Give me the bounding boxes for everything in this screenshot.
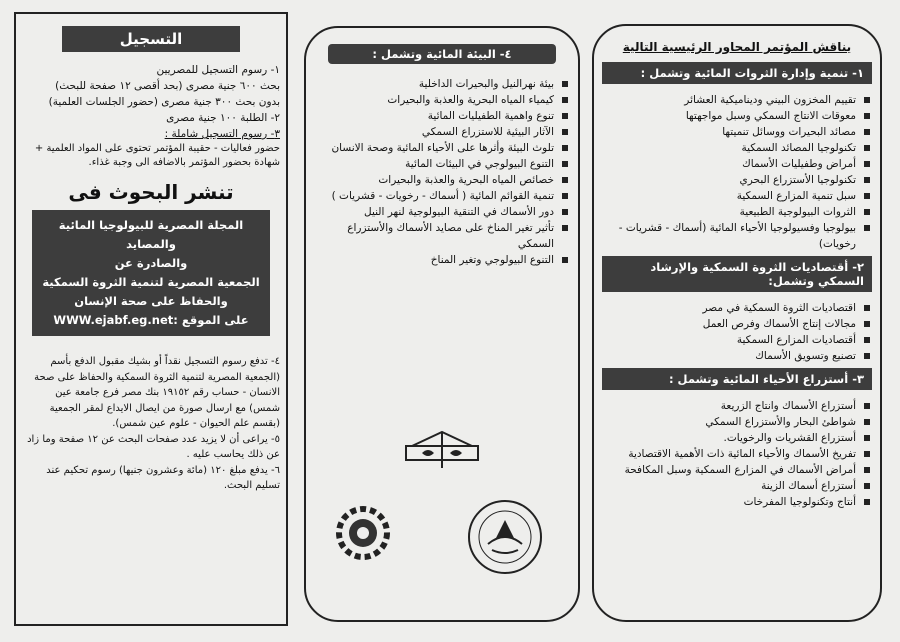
bullet-icon <box>864 209 870 215</box>
bullet-icon <box>864 435 870 441</box>
registration-panel <box>14 12 288 626</box>
bullet-icon <box>864 353 870 359</box>
bullet-icon <box>864 321 870 327</box>
registration-item: ٢- الطلبة ١٠٠ جنية مصرى <box>166 112 280 124</box>
list-item: تفريخ الأسماك والأحياء المائية ذات الأهمية الاقتصادية <box>602 446 872 462</box>
gear-emblem-logo <box>328 498 398 568</box>
bullet-icon <box>864 403 870 409</box>
list-item: تقييم المخزون البيني وديناميكية العشائر <box>602 92 872 108</box>
list-item: تنوع واهمية الطفيليات المائية <box>314 108 570 124</box>
journal-line: المجلة المصرية للبيولوجيا المائية <box>58 218 244 232</box>
list-item: التنوع البيولوجي وتغير المناخ <box>314 252 570 268</box>
bullet-icon <box>562 113 568 119</box>
list-item: أقتصاديات المزارع السمكية <box>602 332 872 348</box>
list-item: تصنيع وتسويق الأسماك <box>602 348 872 364</box>
journal-line: والمصايد <box>126 237 176 251</box>
bullet-icon <box>562 177 568 183</box>
bullet-icon <box>562 225 568 231</box>
bullet-icon <box>864 419 870 425</box>
section-title-aquatic-environment: ٤- البيئة المائية وتشمل : <box>328 44 556 64</box>
journal-line: والحفاظ على صحة الإنسان <box>74 294 228 308</box>
bullet-icon <box>562 81 568 87</box>
journal-line: والصادرة عن <box>114 256 188 270</box>
list-item: تأثير تغير المناخ على مصايد الأسماك والأستزراع السمكي <box>314 220 570 252</box>
list-item: تكنولوجيا المصائد السمكية <box>602 140 872 156</box>
list-item: الآثار البيئية للاستزراع السمكي <box>314 124 570 140</box>
society-seal-logo <box>466 498 544 576</box>
list-item: مجالات إنتاج الأسماك وفرص العمل <box>602 316 872 332</box>
section-title-fisheries-economics: ٢- أقتصاديات الثروة السمكية والإرشاد السمكي وتشمل: <box>602 256 872 292</box>
bullet-icon <box>864 177 870 183</box>
bullet-icon <box>562 257 568 263</box>
list-item: خصائص المياه البحرية والعذبة والبحيرات <box>314 172 570 188</box>
list-item: تلوث البيئة وأثرها على الأحياء المائية وصحة الانسان <box>314 140 570 156</box>
list-item: التنوع البيولوجي في البيئات المائية <box>314 156 570 172</box>
registration-item: ١- رسوم التسجيل للمصريين <box>156 64 280 76</box>
bullet-icon <box>562 129 568 135</box>
registration-list <box>22 62 280 170</box>
section-title-aquaculture: ٣- أستزراع الأحياء المائية وتشمل : <box>602 368 872 390</box>
payment-item: ٥- يراعى أن لا يزيد عدد صفحات البحث عن ١٢ صفحة وما زاد عن ذلك يحاسب عليه . <box>27 433 280 460</box>
bullet-icon <box>864 97 870 103</box>
list-item: بيئة نهرالنيل والبحيرات الداخلية <box>314 76 570 92</box>
list-item: دور الأسماك في التنقية البيولوجية لنهر النيل <box>314 204 570 220</box>
bullet-icon <box>864 129 870 135</box>
publication-heading: تنشر البحوث فى <box>68 180 234 204</box>
aquatic-environment-panel <box>304 26 580 622</box>
registration-item: ٣- رسوم التسجيل شاملة : <box>164 128 280 140</box>
journal-line: الجمعية المصرية لتنمية الثروة السمكية <box>42 275 260 289</box>
payment-item: ٤- تدفع رسوم التسجيل نقداً أو بشيك مقبول الدفع بأسم (الجمعية المصرية لتنمية الثروة السمكية والحفاظ على صحة الانسان - حساب رقم ١٩١٥٢ بنك مصر فرع جامعة عين شمس) مع ارسال صورة من ايصال الايداع لمقر الجمعية (بقسم علم الحيوان - علوم عين شمس). <box>34 356 280 429</box>
bullet-icon <box>864 161 870 167</box>
registration-item: بحث ٦٠٠ جنية مصرى (بحد أقصى ١٢ صفحة للبحث) <box>55 80 280 92</box>
bullet-icon <box>864 193 870 199</box>
list-item: أمراض الأسماك في المزارع السمكية وسبل المكافحة <box>602 462 872 478</box>
journal-box <box>32 210 270 336</box>
list-item: بيولوجيا وفسيولوجيا الأحياء المائية (أسماك - قشريات - رخويات) <box>602 220 872 252</box>
payment-notes <box>22 354 280 494</box>
bullet-icon <box>864 467 870 473</box>
list-item: تنمية القوائم المائية ( أسماك - رخويات - قشريات ) <box>314 188 570 204</box>
list-item: تكنولوجيا الأستزراع البحري <box>602 172 872 188</box>
bullet-icon <box>864 145 870 151</box>
list-item: معوقات الانتاج السمكي وسبل مواجهتها <box>602 108 872 124</box>
bullet-icon <box>562 145 568 151</box>
list-item: أمراض وطفيليات الأسماك <box>602 156 872 172</box>
bullet-icon <box>864 225 870 231</box>
list-item: الثروات البيولوجية الطبيعية <box>602 204 872 220</box>
bullet-icon <box>864 451 870 457</box>
section-title-water-resources: ١- تنمية وإدارة الثروات المائية وتشمل : <box>602 62 872 84</box>
list-item: أستزراع القشريات والرخويات. <box>602 430 872 446</box>
nile-fish-logo <box>402 428 482 472</box>
registration-note: حضور فعاليات - حقيبة المؤتمر تحتوى على المواد العلمية + شهادة بحضور المؤتمر بالاضافه الى وجبة غذاء. <box>34 143 280 168</box>
list-item: أستزراع الأسماك وانتاج الزريعة <box>602 398 872 414</box>
list-item: أستزراع أسماك الزينة <box>602 478 872 494</box>
bullet-icon <box>864 305 870 311</box>
topics-heading: يناقش المؤتمر المحاور الرئيسية التالية <box>622 40 852 54</box>
fisheries-economics-list <box>602 300 872 364</box>
bullet-icon <box>864 483 870 489</box>
aquaculture-list <box>602 398 872 510</box>
list-item: سبل تنمية المزارع السمكية <box>602 188 872 204</box>
bullet-icon <box>562 193 568 199</box>
aquatic-environment-list <box>314 76 570 268</box>
bullet-icon <box>562 209 568 215</box>
list-item: شواطئ البحار والأستزراع السمكي <box>602 414 872 430</box>
registration-title: التسجيل <box>62 26 240 52</box>
water-resources-list <box>602 92 872 252</box>
journal-website[interactable]: على الموقع :WWW.ejabf.eg.net <box>53 313 249 327</box>
conference-topics-panel <box>592 24 882 622</box>
list-item: مصائد البحيرات ووسائل تنميتها <box>602 124 872 140</box>
payment-item: ٦- يدفع مبلغ ١٢٠ (مائة وعشرون جنيها) رسوم تحكيم عند تسليم البحث. <box>46 464 280 491</box>
list-item: أنتاج وتكنولوجيا المفرخات <box>602 494 872 510</box>
list-item: كيمياء المياه البحرية والعذبة والبحيرات <box>314 92 570 108</box>
bullet-icon <box>562 161 568 167</box>
bullet-icon <box>864 113 870 119</box>
bullet-icon <box>864 337 870 343</box>
list-item: اقتصاديات الثروة السمكية في مصر <box>602 300 872 316</box>
bullet-icon <box>562 97 568 103</box>
bullet-icon <box>864 499 870 505</box>
registration-item: بدون بحث ٣٠٠ جنية مصرى (حضور الجلسات العلمية) <box>48 96 280 108</box>
